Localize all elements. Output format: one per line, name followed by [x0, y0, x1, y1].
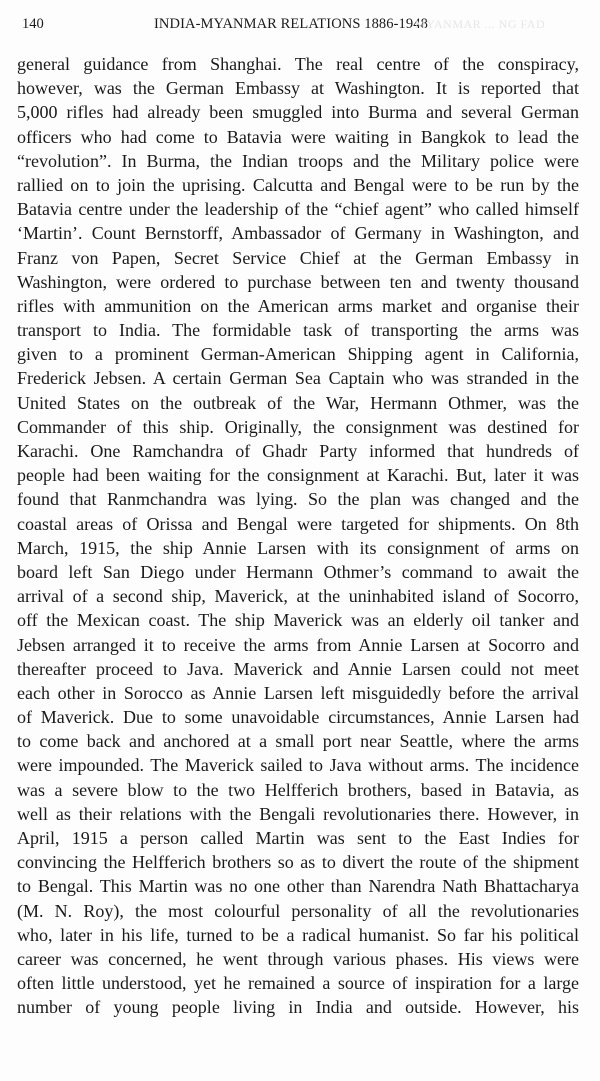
- text-line: March, 1915, the ship Annie Larsen with its consignment of arms on: [17, 537, 579, 558]
- text-line: to Bengal. This Martin was no one other than Narendra Nath Bhattacharya: [17, 876, 579, 897]
- text-line: who, later in his life, turned to be a radical humanist. So far his political: [17, 924, 579, 945]
- text-line: 5,000 rifles had already been smuggled into Burma and several German: [17, 102, 579, 123]
- text-line: general guidance from Shanghai. The real centre of the conspiracy,: [17, 54, 579, 74]
- text-line: rifles with ammunition on the American arms market and organise their: [17, 295, 579, 316]
- text-line: transport to India. The formidable task of transporting the arms was: [17, 320, 579, 341]
- text-line: (M. N. Roy), the most colourful personality of all the revolutionaries: [17, 900, 579, 921]
- text-line: Batavia centre under the leadership of the “chief agent” who called himself: [17, 199, 579, 220]
- body-paragraph: [17, 52, 579, 1020]
- running-title: INDIA-MYANMAR RELATIONS 1886-1948: [154, 16, 428, 32]
- text-line: however, was the German Embassy at Washington. It is reported that: [17, 78, 579, 99]
- text-line: Karachi. One Ramchandra of Ghadr Party informed that hundreds of: [17, 441, 579, 461]
- page-number: 140: [22, 16, 44, 32]
- bleed-through-text: MYANMAR ... NG FAD: [415, 17, 546, 31]
- text-line: ‘Martin’. Count Bernstorff, Ambassador of Germany in Washington, and: [17, 223, 579, 244]
- text-line: Commander of this ship. Originally, the consignment was destined for: [17, 416, 579, 437]
- text-line: of Maverick. Due to some unavoidable circumstances, Annie Larsen had: [17, 707, 579, 728]
- text-line: found that Ranmchandra was lying. So the plan was changed and the: [17, 489, 579, 510]
- text-line: to come back and anchored at a small port near Seattle, where the arms: [17, 731, 579, 752]
- text-line: rallied on to join the uprising. Calcutta and Bengal were to be run by the: [17, 174, 579, 195]
- text-line: given to a prominent German-American Shipping agent in California,: [17, 344, 579, 365]
- text-line: April, 1915 a person called Martin was sent to the East Indies for: [17, 828, 579, 848]
- text-line: arrival of a second ship, Maverick, at the uninhabited island of Socorro,: [17, 586, 579, 607]
- text-line: off the Mexican coast. The ship Maverick was an elderly oil tanker and: [17, 610, 579, 631]
- text-line: well as their relations with the Bengali revolutionaries there. However, in: [17, 803, 579, 824]
- text-line: people had been waiting for the consignment at Karachi. But, later it was: [17, 465, 579, 486]
- text-line: each other in Sorocco as Annie Larsen left misguidedly before the arrival: [17, 682, 579, 703]
- text-line: Frederick Jebsen. A certain German Sea Captain who was stranded in the: [17, 368, 579, 389]
- text-line: were impounded. The Maverick sailed to Java without arms. The incidence: [17, 755, 579, 776]
- text-line: career was concerned, he went through various phases. His views were: [17, 948, 579, 969]
- text-line: board left San Diego under Hermann Othmer’s command to await the: [17, 561, 579, 582]
- text-line: Franz von Papen, Secret Service Chief at the German Embassy in: [17, 247, 579, 268]
- text-line: number of young people living in India and outside. However, his: [17, 997, 579, 1018]
- text-line: Washington, were ordered to purchase between ten and twenty thousand: [17, 271, 579, 292]
- text-line: Jebsen arranged it to receive the arms from Annie Larsen at Socorro and: [17, 634, 579, 655]
- text-line: was a severe blow to the two Helfferich brothers, based in Batavia, as: [17, 779, 579, 800]
- text-line: often little understood, yet he remained a source of inspiration for a large: [17, 973, 579, 994]
- page-header: [20, 14, 580, 34]
- text-line: “revolution”. In Burma, the Indian troops and the Military police were: [17, 150, 579, 171]
- text-line: coastal areas of Orissa and Bengal were targeted for shipments. On 8th: [17, 513, 579, 534]
- text-line: thereafter proceed to Java. Maverick and Annie Larsen could not meet: [17, 658, 579, 679]
- text-line: officers who had come to Batavia were waiting in Bangkok to lead the: [17, 126, 579, 147]
- text-line: United States on the outbreak of the War, Hermann Othmer, was the: [17, 392, 579, 413]
- text-line: convincing the Helfferich brothers so as to divert the route of the shipment: [17, 852, 579, 873]
